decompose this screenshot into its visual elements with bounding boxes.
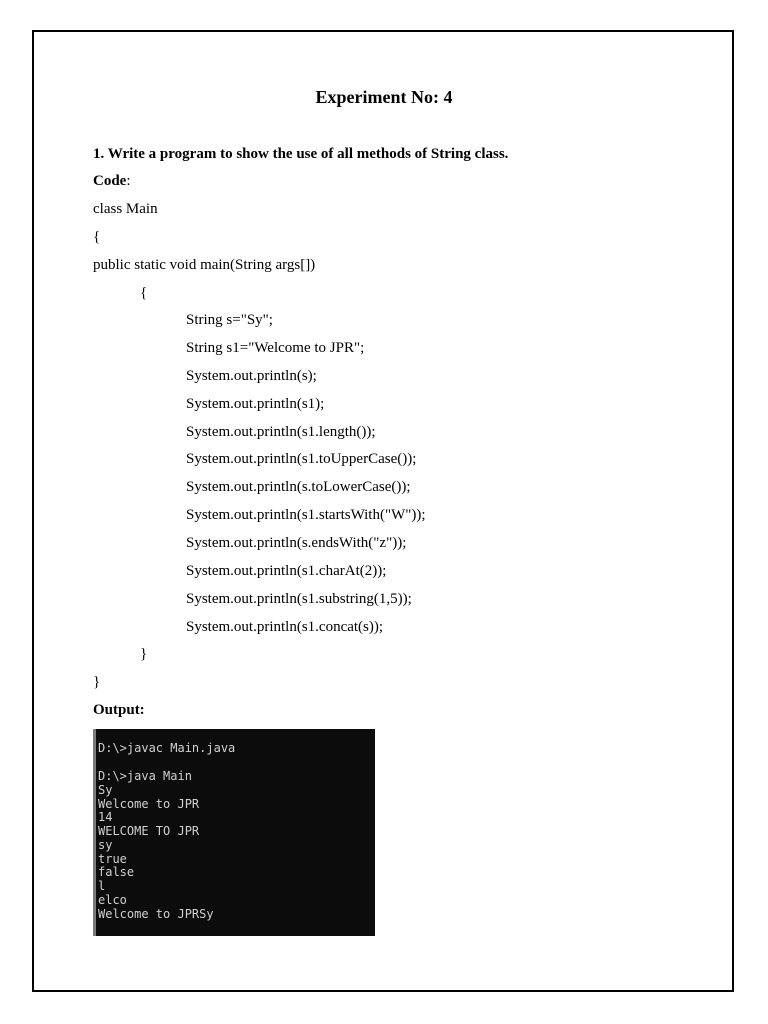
terminal-output — [93, 729, 375, 936]
code-line: System.out.println(s); — [186, 368, 317, 384]
code-line: System.out.println(s.endsWith("z")); — [186, 535, 407, 551]
terminal-line: WELCOME TO JPR — [98, 824, 200, 838]
terminal-line: D:\>java Main — [98, 769, 192, 783]
code-line: System.out.println(s1); — [186, 396, 325, 412]
terminal-line: l — [98, 879, 106, 893]
code-line: System.out.println(s1.substring(1,5)); — [186, 591, 412, 607]
code-line: String s="Sy"; — [186, 312, 273, 328]
output-label: Output: — [93, 702, 145, 718]
code-line: class Main — [93, 201, 158, 217]
terminal-line: Sy — [98, 783, 113, 797]
code-line: { — [140, 285, 148, 301]
terminal-line: sy — [98, 838, 113, 852]
code-label-colon: : — [126, 173, 131, 189]
terminal-line: elco — [98, 893, 127, 907]
terminal-line: true — [98, 852, 127, 866]
code-label — [93, 171, 131, 191]
question-text: 1. Write a program to show the use of all methods of String class. — [93, 146, 509, 162]
code-line: String s1="Welcome to JPR"; — [186, 340, 365, 356]
code-line: System.out.println(s1.charAt(2)); — [186, 563, 387, 579]
code-line: System.out.println(s1.startsWith("W")); — [186, 507, 426, 523]
code-line: public static void main(String args[]) — [93, 257, 316, 273]
document-title: Experiment No: 4 — [315, 87, 453, 107]
terminal-line: 14 — [98, 810, 113, 824]
code-line: { — [93, 229, 101, 245]
code-line: System.out.println(s.toLowerCase()); — [186, 479, 411, 495]
terminal-line: Welcome to JPRSy — [98, 907, 214, 921]
terminal-line: D:\>javac Main.java — [98, 741, 236, 755]
code-line: System.out.println(s1.toUpperCase()); — [186, 451, 417, 467]
terminal-line: false — [98, 865, 135, 879]
terminal-line: Welcome to JPR — [98, 797, 200, 811]
code-line: } — [93, 674, 101, 690]
code-label-text: Code — [93, 173, 127, 189]
code-line: } — [140, 646, 148, 662]
code-line: System.out.println(s1.concat(s)); — [186, 619, 384, 635]
code-line: System.out.println(s1.length()); — [186, 424, 376, 440]
